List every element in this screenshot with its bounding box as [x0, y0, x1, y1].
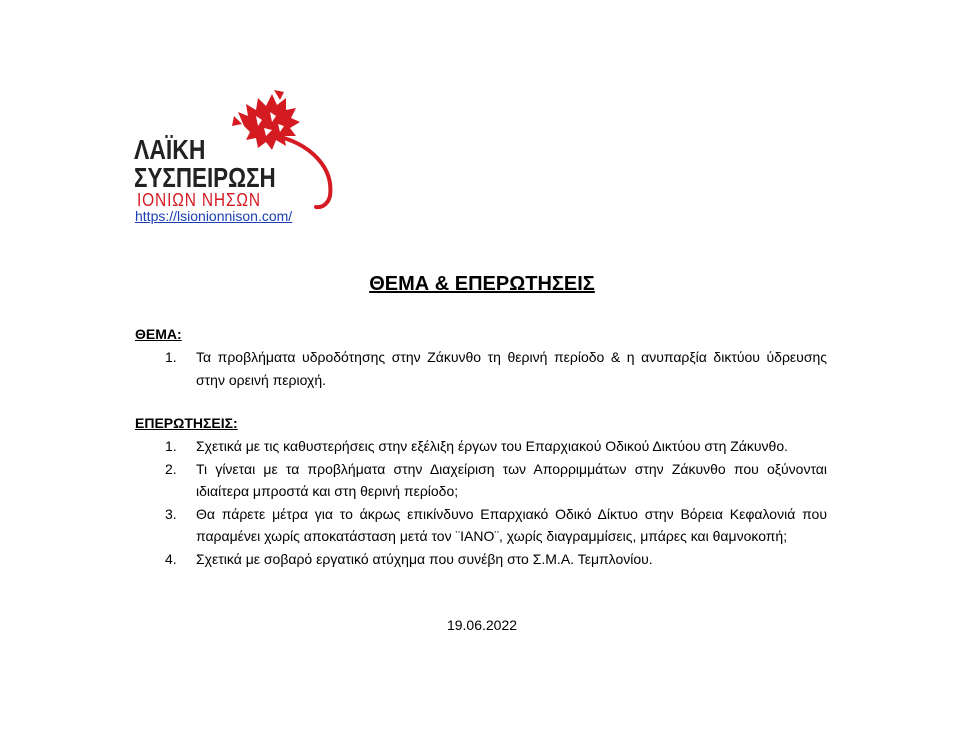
- item-number: 2.: [165, 460, 177, 477]
- logo-line-syspeirosi: ΣΥΣΠΕΙΡΩΣΗ: [134, 162, 276, 193]
- topic-heading: ΘΕΜΑ:: [135, 326, 182, 342]
- topic-list: [135, 346, 827, 391]
- list-item: [135, 346, 827, 391]
- item-text: Τα προβλήματα υδροδότησης στην Ζάκυνθο τη θερινή περίοδο & η ανυπαρξία δικτύου ύδρευσης στην ορεινή περιοχή.: [196, 349, 827, 388]
- list-item: [135, 458, 827, 503]
- item-text: Σχετικά με σοβαρό εργατικό ατύχημα που συνέβη στο Σ.Μ.Α. Τεμπλονίου.: [196, 550, 653, 567]
- item-text: Θα πάρετε μέτρα για το άκρως επικίνδυνο Επαρχιακό Οδικό Δίκτυο στην Βόρεια Κεφαλονιά που παραμένει χωρίς αποκατάσταση μετά τον ¨ΙΑΝΟ¨, χωρίς διαγραμμίσεις, μπάρες και θαμνοκοπή;: [196, 505, 827, 544]
- questions-list: [135, 435, 827, 570]
- questions-heading: ΕΠΕΡΩΤΗΣΕΙΣ:: [135, 415, 238, 431]
- list-item: [135, 435, 827, 458]
- item-number: 1.: [165, 438, 177, 454]
- item-number: 3.: [165, 505, 177, 522]
- item-number: 1.: [165, 349, 177, 365]
- item-number: 4.: [165, 550, 177, 567]
- list-item: [135, 503, 827, 548]
- logo-line-ionion-nison: ΙΟΝΙΩΝ ΝΗΣΩΝ: [137, 190, 261, 210]
- item-text: Τι γίνεται με τα προβλήματα στην Διαχείριση των Απορριμμάτων στην Ζάκυνθο που οξύνονται ιδιαίτερα μπροστά και στη θερινή περίοδο;: [196, 460, 827, 499]
- website-link[interactable]: https://lsionionnison.com/: [135, 208, 293, 224]
- list-item: [135, 548, 827, 571]
- document-title: ΘΕΜΑ & ΕΠΕΡΩΤΗΣΕΙΣ: [369, 273, 595, 295]
- logo-line-laiki: ΛΑΪΚΗ: [134, 134, 206, 165]
- document-date: 19.06.2022: [446, 617, 518, 633]
- party-logo: [134, 86, 344, 210]
- item-text: Σχετικά με τις καθυστερήσεις στην εξέλιξη έργων του Επαρχιακού Οδικού Δικτύου στη Ζάκυνθο.: [196, 438, 789, 454]
